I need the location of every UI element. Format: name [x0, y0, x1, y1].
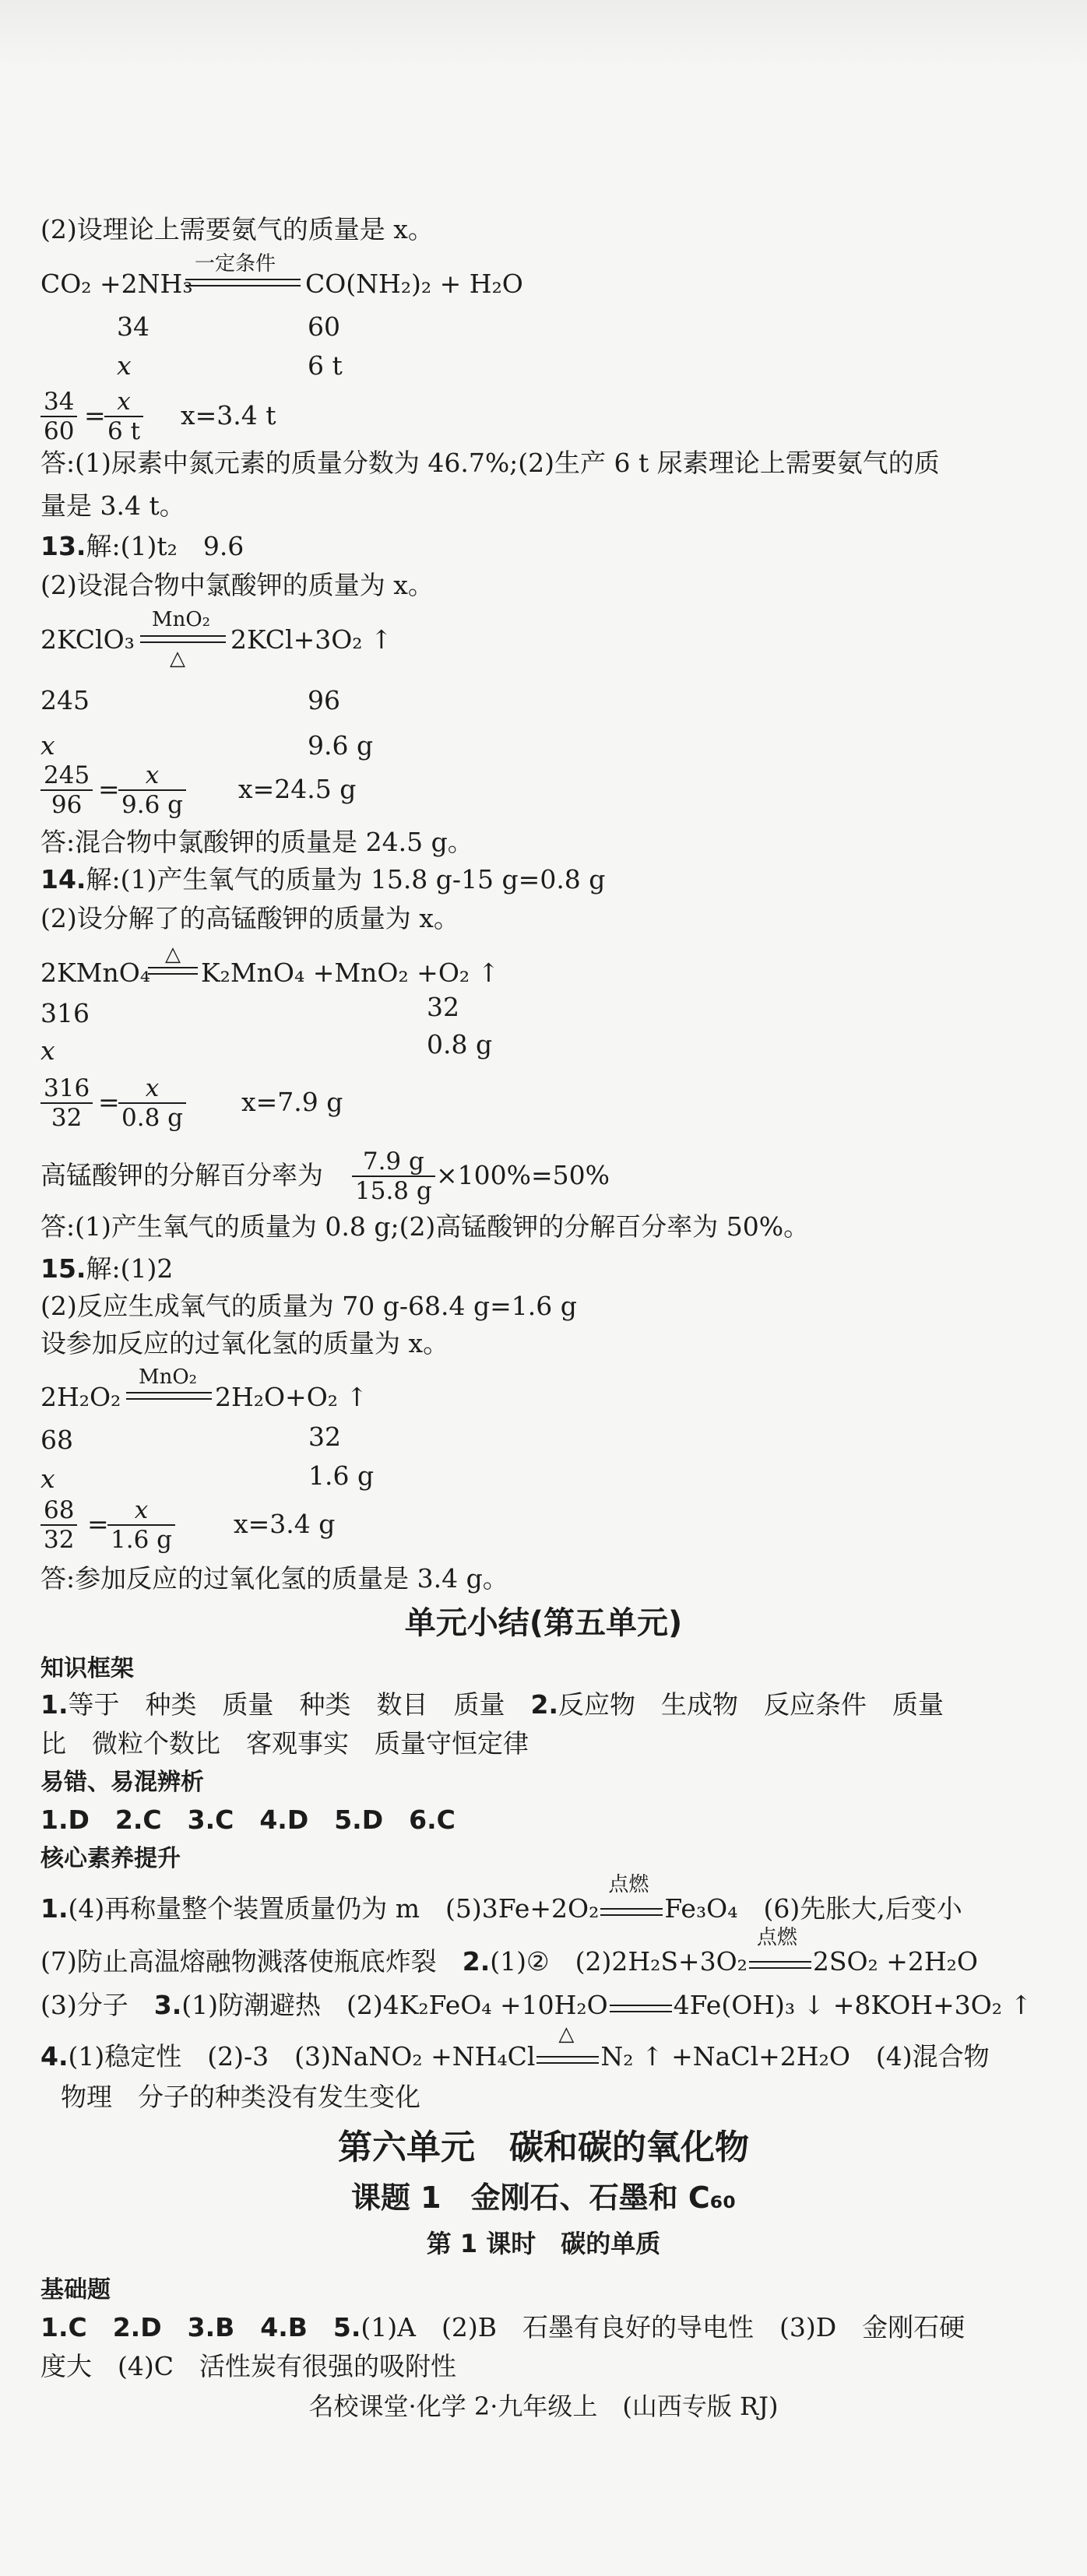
c1-text-b: Fe₃O₄ (6)先胀大,后变小 — [664, 1893, 962, 1924]
c3-text-b: (1)防潮避热 (2)4K₂FeO₄ +10H₂O — [181, 1990, 608, 2020]
p1-result: x=3.4 t — [181, 400, 276, 431]
q14-rate-suffix: ×100%=50% — [436, 1160, 610, 1190]
unit6-period: 第 1 课时 碳的单质 — [426, 2229, 661, 2258]
summary-section-knowledge: 知识框架 — [40, 1655, 134, 1682]
q13-line2: (2)设混合物中氯酸钾的质量为 x。 — [40, 570, 434, 600]
q15-equation-right: 2H₂O+O₂ ↑ — [215, 1382, 368, 1412]
q14-heat: △ — [165, 943, 181, 966]
q14-line2: (2)设分解了的高锰酸钾的质量为 x。 — [40, 903, 459, 933]
q13-catalyst: MnO₂ — [152, 608, 211, 631]
c1-arrow — [599, 1873, 664, 1922]
q14-rate-prefix: 高锰酸钾的分解百分率为 — [40, 1160, 323, 1190]
q14-text: 解:(1)产生氧气的质量为 15.8 g-15 g=0.8 g — [86, 864, 606, 894]
q13-frac2-den: 9.6 g — [121, 791, 183, 819]
q15-frac2-num: x — [107, 1496, 175, 1526]
k2-number: 2. — [530, 1689, 558, 1720]
q13-equation-right: 2KCl+3O₂ ↑ — [230, 624, 392, 655]
p1-6t: 6 t — [308, 350, 343, 381]
c4-text-a: (1)稳定性 (2)-3 (3)NaNO₂ +NH₄Cl — [68, 2041, 536, 2072]
q15-frac2-den: 1.6 g — [111, 1526, 172, 1554]
top-shadow — [0, 0, 1087, 70]
c1-number: 1. — [40, 1893, 69, 1924]
core-line2 — [40, 1926, 978, 1977]
c2-condition: 点燃 — [756, 1926, 797, 1949]
c2-equals-sign — [749, 1961, 811, 1969]
c3-arrow — [608, 1995, 674, 2019]
c4-number: 4. — [40, 2041, 69, 2072]
k2-text: 反应物 生成物 反应条件 质量 — [558, 1689, 944, 1720]
q13-fraction-2 — [118, 761, 186, 819]
q13-answer: 答:混合物中氯酸钾的质量是 24.5 g。 — [40, 827, 473, 857]
p1-line1: (2)设理论上需要氨气的质量是 x。 — [40, 214, 434, 244]
q15-eq-sign: = — [87, 1509, 109, 1539]
unit6-answers-text: (1)A (2)B 石墨有良好的导电性 (3)D 金刚石硬 — [361, 2312, 966, 2342]
q14-equals-sign — [148, 967, 198, 975]
q14-rate-den: 15.8 g — [355, 1177, 432, 1205]
c2-text-c: 2SO₂ +2H₂O — [812, 1946, 978, 1977]
q15-result: x=3.4 g — [234, 1509, 336, 1539]
c4-condition: △ — [558, 2022, 575, 2046]
unit6-answers-bold: 1.C 2.D 3.B 4.B 5. — [40, 2312, 361, 2342]
core-line1 — [40, 1873, 962, 1924]
q14-mass-316: 316 — [40, 998, 90, 1028]
q13-fraction-1 — [40, 761, 93, 819]
q13-mass-245: 245 — [40, 685, 90, 715]
q15-answer: 答:参加反应的过氧化氢的质量是 3.4 g。 — [40, 1563, 508, 1594]
p1-eq-sign: = — [84, 400, 106, 431]
q13-frac1-num: 245 — [40, 761, 93, 791]
p1-equation-left: CO₂ +2NH₃ — [40, 269, 193, 299]
q14-equation-right: K₂MnO₄ +MnO₂ +O₂ ↑ — [201, 958, 500, 988]
summary-section-core: 核心素养提升 — [40, 1845, 181, 1872]
q15-16g: 1.6 g — [308, 1460, 375, 1491]
q15-mass-68: 68 — [40, 1425, 73, 1455]
q14-fraction-1 — [40, 1074, 93, 1132]
q14-08g: 0.8 g — [427, 1029, 493, 1060]
summary-section-errors: 易错、易混辨析 — [40, 1769, 204, 1796]
c3-text-c: 4Fe(OH)₃ ↓ +8KOH+3O₂ ↑ — [673, 1990, 1032, 2020]
q13-equation-left: 2KClO₃ — [40, 624, 135, 655]
unit6-lesson: 课题 1 金刚石、石墨和 C₆₀ — [350, 2181, 737, 2215]
core-line4 — [40, 2022, 990, 2072]
q13-mass-96: 96 — [308, 685, 340, 715]
p1-frac1-den: 60 — [44, 417, 75, 445]
unit6-line2: 度大 (4)C 活性炭有很强的吸附性 — [40, 2351, 456, 2381]
q15-frac1-den: 32 — [44, 1526, 75, 1554]
q14-fraction-2 — [118, 1074, 186, 1132]
p1-answer-line1: 答:(1)尿素中氮元素的质量分数为 46.7%;(2)生产 6 t 尿素理论上需要氨气的质 — [40, 448, 940, 478]
q14-mass-32: 32 — [427, 992, 459, 1022]
q14-rate-fraction — [352, 1147, 435, 1205]
q14-frac1-num: 316 — [40, 1074, 93, 1104]
p1-frac1-num: 34 — [40, 388, 77, 417]
core-line3 — [40, 1990, 1032, 2021]
q13-text: 解:(1)t₂ 9.6 — [86, 531, 244, 561]
q13-line1 — [40, 531, 244, 562]
q15-mass-32: 32 — [308, 1422, 341, 1452]
p1-mass-34: 34 — [117, 311, 150, 342]
c1-equals-sign — [600, 1908, 663, 1916]
q15-line3: 设参加反应的过氧化氢的质量为 x。 — [40, 1328, 449, 1358]
c4-arrow — [535, 2022, 600, 2070]
c2-arrow — [748, 1926, 813, 1975]
c4-equals-sign — [536, 2056, 599, 2064]
q13-number: 13. — [40, 531, 86, 561]
q14-frac1-den: 32 — [51, 1104, 83, 1132]
page-footer: 名校课堂·化学 2·九年级上 (山西专版 RJ) — [308, 2391, 779, 2421]
p1-equals-sign — [185, 279, 301, 286]
c2-number: 2. — [462, 1946, 491, 1977]
q14-result: x=7.9 g — [241, 1087, 343, 1117]
q15-line2: (2)反应生成氧气的质量为 70 g-68.4 g=1.6 g — [40, 1291, 577, 1321]
q13-result: x=24.5 g — [238, 774, 357, 804]
q14-answer: 答:(1)产生氧气的质量为 0.8 g;(2)高锰酸钾的分解百分率为 50%。 — [40, 1211, 810, 1242]
q13-96g: 9.6 g — [308, 730, 374, 761]
c2-text-b: (1)② (2)2H₂S+3O₂ — [490, 1946, 748, 1977]
p1-fraction-1 — [40, 388, 77, 445]
q15-catalyst: MnO₂ — [139, 1365, 198, 1389]
p1-frac2-num: x — [104, 388, 143, 417]
c1-text-a: (4)再称量整个装置质量仍为 m (5)3Fe+2O₂ — [68, 1893, 600, 1924]
c2-text-a: (7)防止高温熔融物溅落使瓶底炸裂 — [40, 1946, 463, 1977]
q14-frac2-den: 0.8 g — [121, 1104, 183, 1132]
q15-text: 解:(1)2 — [86, 1253, 174, 1284]
q14-number: 14. — [40, 864, 86, 894]
q15-fraction-1 — [40, 1496, 77, 1554]
q14-line1 — [40, 864, 605, 895]
q14-frac2-num: x — [118, 1074, 186, 1104]
unit6-line1 — [40, 2312, 965, 2343]
k1-text: 等于 种类 质量 种类 数目 质量 — [68, 1689, 505, 1720]
q13-frac1-den: 96 — [51, 791, 83, 819]
p1-mass-60: 60 — [308, 311, 340, 342]
q15-equals-sign — [126, 1392, 212, 1400]
q15-equation-left: 2H₂O₂ — [40, 1382, 121, 1412]
core-line5: 物理 分子的种类没有发生变化 — [61, 2082, 420, 2112]
c4-text-b: N₂ ↑ +NaCl+2H₂O (4)混合物 — [600, 2041, 990, 2072]
q14-equation-left: 2KMnO₄ — [40, 958, 150, 988]
q15-line1 — [40, 1253, 173, 1284]
q13-equals-sign — [140, 635, 226, 643]
q15-number: 15. — [40, 1253, 86, 1284]
q13-frac2-num: x — [118, 761, 186, 791]
q14-x: x — [40, 1035, 55, 1066]
q13-x: x — [40, 730, 55, 761]
p1-answer-line2: 量是 3.4 t。 — [40, 490, 185, 521]
q13-eq-sign: = — [98, 774, 120, 804]
c3-equals-sign — [610, 2005, 672, 2012]
q14-eq-sign: = — [98, 1087, 120, 1117]
unit6-section-basic: 基础题 — [40, 2276, 111, 2304]
q15-frac1-num: 68 — [40, 1496, 77, 1526]
p1-condition: 一定条件 — [195, 252, 276, 276]
p1-fraction-2 — [104, 388, 143, 445]
summary-k-line2: 比 微粒个数比 客观事实 质量守恒定律 — [40, 1728, 529, 1759]
c1-condition: 点燃 — [608, 1873, 649, 1896]
q15-x: x — [40, 1464, 55, 1494]
q13-heat: △ — [170, 647, 185, 670]
q15-fraction-2 — [107, 1496, 175, 1554]
c3-number: 3. — [153, 1990, 182, 2020]
summary-k-line1 — [40, 1689, 944, 1720]
summary-errors-answers: 1.D 2.C 3.C 4.D 5.D 6.C — [40, 1805, 456, 1835]
q14-rate-num: 7.9 g — [352, 1147, 435, 1177]
p1-equation-right: CO(NH₂)₂ + H₂O — [305, 269, 523, 299]
p1-frac2-den: 6 t — [107, 417, 141, 445]
k1-number: 1. — [40, 1689, 69, 1720]
c3-text-a: (3)分子 — [40, 1990, 154, 2020]
unit6-title: 第六单元 碳和碳的氧化物 — [338, 2128, 749, 2167]
summary-title: 单元小结(第五单元) — [404, 1605, 683, 1641]
p1-x: x — [117, 350, 132, 381]
